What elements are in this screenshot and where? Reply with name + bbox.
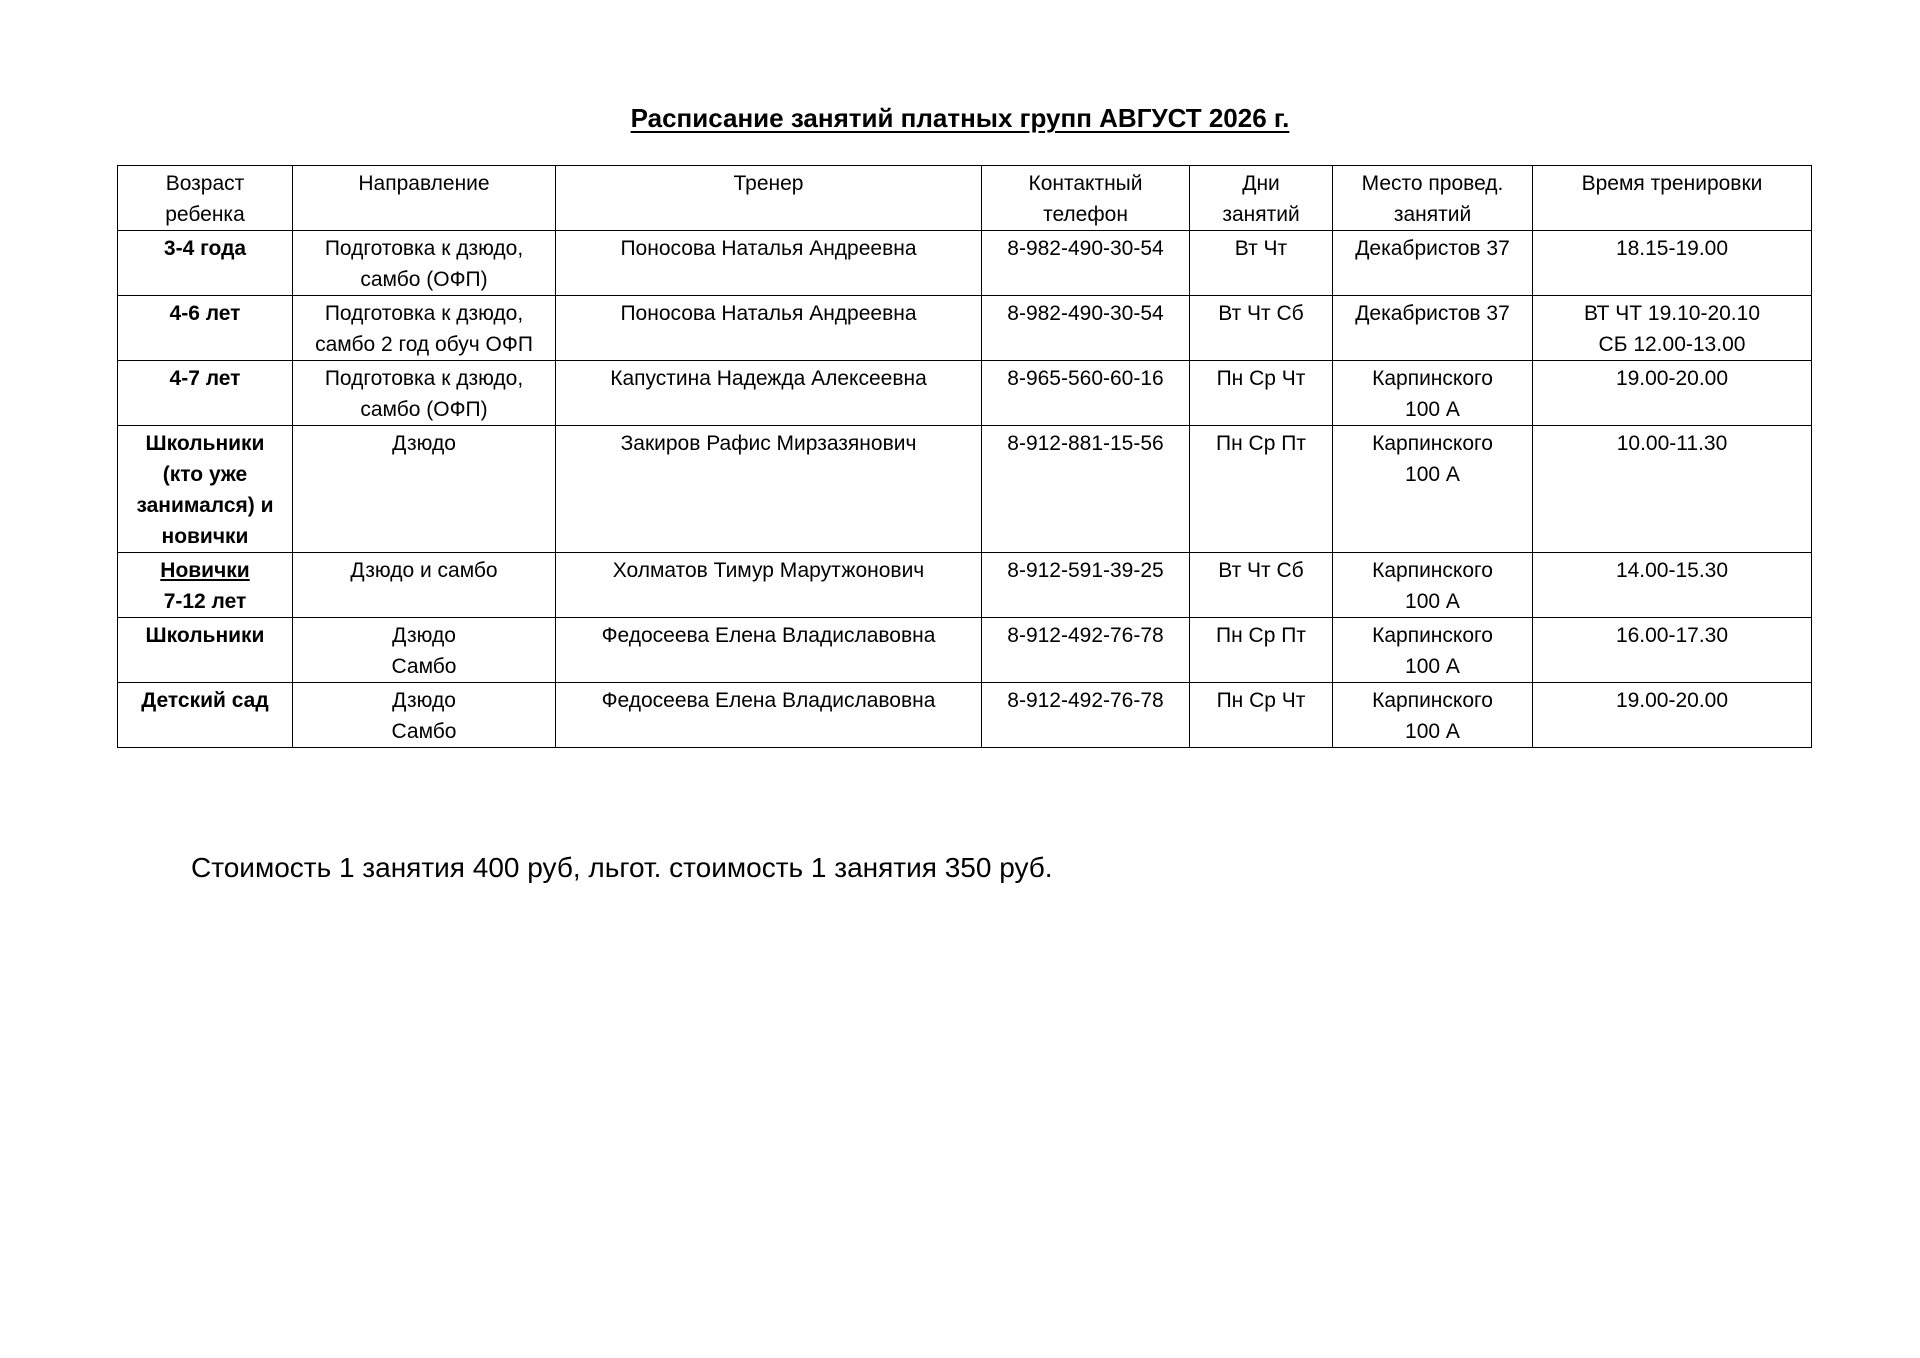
place-cell	[1333, 231, 1533, 296]
time-cell	[1533, 296, 1812, 361]
time-cell	[1533, 231, 1812, 296]
header-days	[1190, 166, 1333, 231]
header-text: занятий	[1222, 203, 1300, 226]
days-cell-text: Вт Чт Сб	[1218, 559, 1304, 582]
header-text: телефон	[1043, 203, 1128, 226]
time-cell-text: 10.00-11.30	[1616, 432, 1728, 455]
time-cell	[1533, 553, 1812, 618]
direction-cell-text: Подготовка к дзюдо,	[324, 367, 524, 390]
age-cell	[118, 553, 293, 618]
direction-cell	[293, 296, 556, 361]
age-cell-text: Школьники	[145, 624, 265, 647]
table-row	[118, 361, 1812, 426]
age-cell	[118, 296, 293, 361]
place-cell-text: Карпинского	[1372, 432, 1493, 455]
time-cell	[1533, 618, 1812, 683]
trainer-cell	[556, 618, 982, 683]
header-time	[1533, 166, 1812, 231]
direction-cell-text: Дзюдо	[392, 624, 456, 647]
age-cell-text: (кто уже	[162, 463, 248, 486]
header-phone	[982, 166, 1190, 231]
trainer-cell-text: Федосеева Елена Владиславовна	[601, 689, 936, 712]
trainer-cell	[556, 296, 982, 361]
table-row	[118, 553, 1812, 618]
direction-cell	[293, 553, 556, 618]
trainer-cell	[556, 426, 982, 553]
phone-cell-text: 8-912-591-39-25	[1007, 559, 1164, 582]
time-cell-text: 19.00-20.00	[1615, 689, 1729, 712]
table-row	[118, 426, 1812, 553]
age-cell-text: Детский сад	[141, 689, 269, 712]
place-cell-text: Карпинского	[1372, 367, 1493, 390]
age-cell-text: Школьники	[145, 432, 265, 455]
direction-cell-text: самбо (ОФП)	[360, 398, 488, 421]
place-cell	[1333, 296, 1533, 361]
table-header	[118, 166, 1812, 231]
days-cell	[1190, 361, 1333, 426]
direction-cell-text: самбо 2 год обуч ОФП	[315, 333, 533, 356]
days-cell	[1190, 426, 1333, 553]
header-direction	[293, 166, 556, 231]
trainer-cell	[556, 361, 982, 426]
phone-cell	[982, 361, 1190, 426]
header-row	[118, 166, 1812, 231]
place-cell-text: 100 А	[1405, 398, 1460, 421]
days-cell	[1190, 553, 1333, 618]
direction-cell	[293, 618, 556, 683]
trainer-cell	[556, 231, 982, 296]
header-text: Время тренировки	[1581, 172, 1763, 195]
time-cell-text: СБ 12.00-13.00	[1598, 333, 1746, 356]
trainer-cell	[556, 553, 982, 618]
age-cell	[118, 361, 293, 426]
phone-cell	[982, 618, 1190, 683]
age-cell-text: 4-7 лет	[169, 367, 241, 390]
table-row	[118, 618, 1812, 683]
phone-cell-text: 8-912-881-15-56	[1007, 432, 1164, 455]
time-cell-text: 14.00-15.30	[1615, 559, 1729, 582]
days-cell-text: Пн Ср Чт	[1216, 367, 1306, 390]
age-cell-text: 3-4 года	[163, 237, 247, 260]
age-cell	[118, 231, 293, 296]
age-cell	[118, 683, 293, 748]
place-cell	[1333, 426, 1533, 553]
place-cell	[1333, 553, 1533, 618]
phone-cell	[982, 553, 1190, 618]
place-cell-text: 100 А	[1405, 463, 1460, 486]
trainer-cell-text: Поносова Наталья Андреевна	[620, 237, 917, 260]
phone-cell	[982, 231, 1190, 296]
phone-cell-text: 8-912-492-76-78	[1007, 624, 1164, 647]
table-row	[118, 683, 1812, 748]
direction-cell	[293, 426, 556, 553]
place-cell-text: Карпинского	[1372, 624, 1493, 647]
table-body	[118, 231, 1812, 748]
place-cell	[1333, 618, 1533, 683]
header-text: Дни	[1242, 172, 1280, 195]
trainer-cell-text: Холматов Тимур Марутжонович	[612, 559, 925, 582]
time-cell-text: ВТ ЧТ 19.10-20.10	[1583, 302, 1761, 325]
age-cell-text: Новички	[160, 559, 250, 582]
place-cell-text: Карпинского	[1372, 559, 1493, 582]
days-cell	[1190, 618, 1333, 683]
age-cell-text: новички	[161, 525, 249, 548]
direction-cell-text: Дзюдо	[392, 432, 456, 455]
time-cell	[1533, 426, 1812, 553]
phone-cell-text: 8-912-492-76-78	[1007, 689, 1164, 712]
place-cell-text: Декабристов 37	[1355, 302, 1510, 325]
place-cell-text: 100 А	[1405, 720, 1460, 743]
days-cell-text: Пн Ср Пт	[1216, 624, 1306, 647]
direction-cell	[293, 231, 556, 296]
trainer-cell	[556, 683, 982, 748]
days-cell	[1190, 231, 1333, 296]
phone-cell-text: 8-982-490-30-54	[1007, 237, 1164, 260]
phone-cell	[982, 426, 1190, 553]
direction-cell-text: Самбо	[391, 655, 457, 678]
place-cell-text: Карпинского	[1372, 689, 1493, 712]
trainer-cell-text: Капустина Надежда Алексеевна	[610, 367, 927, 390]
place-cell	[1333, 361, 1533, 426]
direction-cell-text: Дзюдо	[392, 689, 456, 712]
trainer-cell-text: Закиров Рафис Мирзазянович	[620, 432, 917, 455]
header-text: ребенка	[165, 203, 245, 226]
days-cell-text: Пн Ср Чт	[1216, 689, 1306, 712]
direction-cell	[293, 683, 556, 748]
time-cell-text: 19.00-20.00	[1615, 367, 1729, 390]
page-title: Расписание занятий платных групп АВГУСТ 2026 г.	[630, 103, 1290, 133]
table-row	[118, 231, 1812, 296]
table-row	[118, 296, 1812, 361]
header-text: Контактный	[1028, 172, 1143, 195]
phone-cell-text: 8-982-490-30-54	[1007, 302, 1164, 325]
direction-cell-text: Дзюдо и самбо	[350, 559, 498, 582]
age-cell-text: 7-12 лет	[163, 590, 247, 613]
place-cell-text: 100 А	[1405, 590, 1460, 613]
place-cell-text: Декабристов 37	[1355, 237, 1510, 260]
time-cell	[1533, 683, 1812, 748]
age-cell-text: 4-6 лет	[169, 302, 241, 325]
place-cell	[1333, 683, 1533, 748]
days-cell-text: Вт Чт Сб	[1218, 302, 1304, 325]
header-age	[118, 166, 293, 231]
days-cell	[1190, 683, 1333, 748]
phone-cell	[982, 296, 1190, 361]
days-cell-text: Вт Чт	[1234, 237, 1288, 260]
phone-cell-text: 8-965-560-60-16	[1007, 367, 1164, 390]
age-cell-text: занимался) и	[136, 494, 274, 517]
trainer-cell-text: Поносова Наталья Андреевна	[620, 302, 917, 325]
time-cell-text: 16.00-17.30	[1615, 624, 1729, 647]
header-text: Направление	[358, 172, 490, 195]
direction-cell-text: Подготовка к дзюдо,	[324, 302, 524, 325]
trainer-cell-text: Федосеева Елена Владиславовна	[601, 624, 936, 647]
price-note: Стоимость 1 занятия 400 руб, льгот. стоимость 1 занятия 350 руб.	[191, 852, 1053, 883]
phone-cell	[982, 683, 1190, 748]
header-place	[1333, 166, 1533, 231]
direction-cell	[293, 361, 556, 426]
header-text: занятий	[1393, 203, 1472, 226]
time-cell-text: 18.15-19.00	[1615, 237, 1729, 260]
place-cell-text: 100 А	[1405, 655, 1460, 678]
direction-cell-text: Самбо	[391, 720, 457, 743]
header-text: Тренер	[733, 172, 804, 195]
header-trainer	[556, 166, 982, 231]
age-cell	[118, 618, 293, 683]
direction-cell-text: Подготовка к дзюдо,	[324, 237, 524, 260]
header-text: Возраст	[165, 172, 245, 195]
direction-cell-text: самбо (ОФП)	[360, 268, 488, 291]
time-cell	[1533, 361, 1812, 426]
days-cell-text: Пн Ср Пт	[1216, 432, 1306, 455]
days-cell	[1190, 296, 1333, 361]
header-text: Место провед.	[1361, 172, 1504, 195]
schedule-table	[117, 165, 1812, 748]
age-cell	[118, 426, 293, 553]
